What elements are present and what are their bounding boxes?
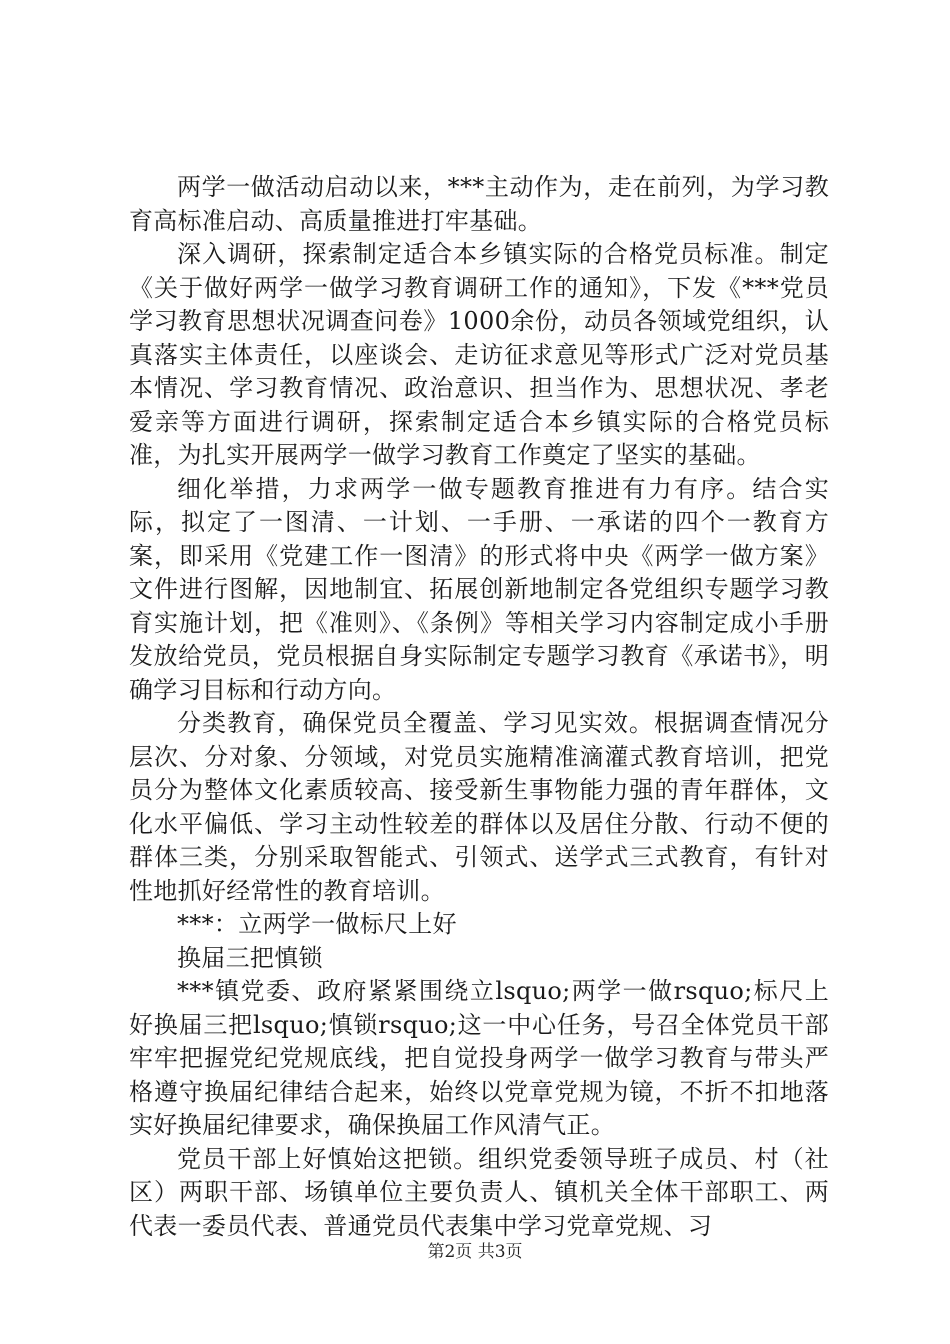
paragraph-2: 深入调研，探索制定适合本乡镇实际的合格党员标准。制定《关于做好两学一做学习教育调研工作的通知》，下发《***党员学习教育思想状况调查问卷》1000余份，动员各领域党组织，认真落实主体责任，以座谈会、走访征求意见等形式广泛对党员基本情况、学习教育情况、政治意识、担当作为、思想状况、孝老爱亲等方面进行调研，探索制定适合本乡镇实际的合格党员标准，为扎实开展两学一做学习教育工作奠定了坚实的基础。 bbox=[129, 240, 829, 469]
paragraph-3: 细化举措，力求两学一做专题教育推进有力有序。结合实际，拟定了一图清、一计划、一手册、一承诺的四个一教育方案，即采用《党建工作一图清》的形式将中央《两学一做方案》文件进行图解，因地制宜、拓展创新地制定各党组织专题学习教育实施计划，把《准则》、《条例》等相关学习内容制定成小手册发放给党员，党员根据自身实际制定专题学习教育《承诺书》，明确学习目标和行动方向。 bbox=[129, 474, 829, 704]
paragraph-4: 分类教育，确保党员全覆盖、学习见实效。根据调查情况分层次、分对象、分领域，对党员实施精准滴灌式教育培训，把党员分为整体文化素质较高、接受新生事物能力强的青年群体，文化水平偏低、学习主动性较差的群体以及居住分散、行动不便的群体三类，分别采取智能式、引领式、送学式三式教育，有针对性地抓好经常性的教育培训。 bbox=[129, 709, 829, 905]
section-heading-line-2: 换届三把慎锁 bbox=[177, 943, 323, 972]
paragraph-1: 两学一做活动启动以来，***主动作为，走在前列，为学习教育高标准启动、高质量推进打牢基础。 bbox=[129, 173, 829, 235]
paragraph-6: 党员干部上好慎始这把锁。组织党委领导班子成员、村（社区）两职干部、场镇单位主要负责人、镇机关全体干部职工、两代表一委员代表、普通党员代表集中学习党章党规、习 bbox=[129, 1144, 829, 1240]
section-heading-line-1: ***：立两学一做标尺上好 bbox=[177, 910, 457, 938]
page-footer: 第2页 共3页 bbox=[427, 1242, 523, 1262]
document-body bbox=[129, 171, 829, 1243]
paragraph-5: ***镇党委、政府紧紧围绕立lsquo;两学一做rsquo;标尺上好换届三把lsquo;慎锁rsquo;这一中心任务，号召全体党员干部牢牢把握党纪党规底线，把自觉投身两学一做学习教育与带头严格遵守换届纪律结合起来，始终以党章党规为镜，不折不扣地落实好换届纪律要求，确保换届工作风清气正。 bbox=[129, 977, 829, 1139]
